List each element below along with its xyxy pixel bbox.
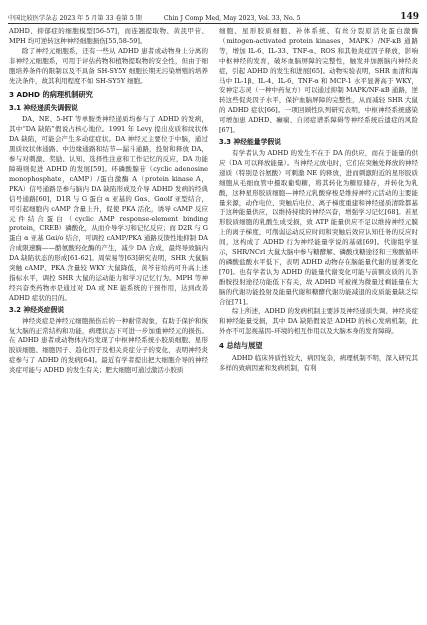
section-heading: 3 ADHD 的病理机制研究 bbox=[9, 90, 93, 100]
header-rule bbox=[8, 23, 419, 24]
page-number: 149 bbox=[400, 12, 419, 22]
journal-title-en: Chin J Comp Med, May 2023, Vol. 33, No. 5 bbox=[163, 14, 301, 22]
paragraph: 神经炎症是神经元细胞损伤后的一种耐常现象，有助于保护和恢复大脑的正常结构和功能，病理状态下可进一步加重神经元的损伤。在 ADHD 患者或动物体内均发现了中枢神经系统小胶质细胞、星形胶质细胞、细胞因子、趋化因子及相关炎症分子的变化，表明神经炎症参与了 ADHD 的发病[64]。最近有学者提出把大细胞介导的神经炎症可能与 ADHD 的发生有关；肥大细胞可通过激活小胶质 bbox=[9, 316, 208, 375]
right-column bbox=[219, 27, 418, 374]
paragraph: 综上所述，ADHD 的发病机制主要涉及神经递质失调、神经炎症和神经能量受损，其中 DA 缺陷假说是 ADHD 的核心发病机制，此外亦不可忽视基因–环境的相互作用以及大脑本身的发育障碍。 bbox=[219, 307, 418, 336]
paragraph: 除了神经元细胞系，还有一些从 ADHD 患者或动物身上分离的非神经元细胞系，可用于评估药物和植物提取物的安全性，但由于细胞培养条件的限制以及不具备 SH-SY5Y 细胞长期无污染增殖的培养先决条件，故其利用程度不如 SH-SY5Y 细胞。 bbox=[9, 46, 208, 85]
paragraph: DA、NE、5-HT 等单胺类神经递质均参与了 ADHD 的发病，其中“DA 缺陷”假说占核心地位。1991 年 Levy 提出皮质和纹状体 DA 缺陷，可能会产生多动症症状。DA 神经元主要位于中脑，通过黑质纹状体通路、中边缘通路和结节—漏斗通路，投射和释放 DA，参与对刺激、奖励、认知、选择性注意和工作记忆的反应，DA 功能障碍则促进 ADHD 的发展[59]。环磷酸腺苷（cyclic adenosine monophosphate，cAMP）/蛋白激酶 A（protein kinase A，PKA）信号通路是参与脑内 DA 缺陷形成及介导 ADHD 发病的经典信号通路[60]，D1R 与 G 蛋白 α 亚基的 Gαs、Gαolf 亚型结合，可引起细胞内 cAMP 含量上升，促使 PKA 活化，诱导 cAMP 反应元件结合蛋白（cyclic AMP response-element binding protein，CREB）磷酸化，从而介导学习和记忆反应；而 D2R 与 G 蛋白 α 亚基 Gαi/o 结合，可调控 cAMP/PKA 通路反馈性地抑制 DA 合成限速酶——酪氨酸羟化酶的产生，减少 DA 合成，最终导致脑内 DA 缺陷状态的形成[61-62]。周荣易等[63]研究表明，SHR 大鼠脑突触 cAMP、PKA 含量较 WKY 大鼠降低，黄芩苷给药可升高上述指标水平，调控 SHR 大鼠的运动能力和学习记忆行为。MPH 等神经兴奋类药物亦是通过对 DA 或 NE 能系统的干预作用，达到改善 ADHD 症状的目的。 bbox=[9, 115, 208, 302]
paragraph: 细胞、星形胶质细胞、补体系统、有丝分裂原活化蛋白激酶（mitogen-activated protein kinases，MAPK）/NF-κB 通路等，增加 IL-6、IL-33、TNF-α、ROS 和其他炎症因子释放，影响中枢神经的发育，破坏血脑屏障的完整性，触发并加剧脑内神经炎症，引起 ADHD 的发生和进展[65]。动物实验表明，SHR 血清和海马中 IL-1β、IL-4、IL-6、TNF-α 和 MCP-1 水平显著高于 WKY，安神定志灵（一种中药复方）可以通过抑制 MAPK/NF-κB 通路，逆转这些促炎因子水平，保护血脑屏障的完整性，从而减轻 SHR 大鼠的 ADHD 症状[66]。一项回顾性队列研究表明，中枢神经系统感染可增加患 ADHD、癫痫、自闭症谱系障碍等神经系统后遗症的风险[67]。 bbox=[219, 27, 418, 135]
paragraph: ADHD、抑郁症的细胞模型[56-57]，而连翘提取物、黄芪甲苷、MPH 均可逆转这种神经细胞损伤[55,58-59]。 bbox=[9, 27, 208, 45]
section-heading: 4 总结与展望 bbox=[219, 341, 263, 351]
journal-title-cn: 中国比较医学杂志 2023 年 5 月第 33 卷第 5 期 bbox=[8, 14, 142, 22]
left-column bbox=[9, 27, 208, 376]
subsection-heading: 3.2 神经炎症假说 bbox=[9, 305, 65, 314]
paragraph: ADHD 临床异质性较大，病因复杂，病理机制不明，深入研究其多样的致病因素和发病机制，有利 bbox=[219, 354, 418, 373]
subsection-heading: 3.3 神经能量学假说 bbox=[219, 137, 281, 146]
page-header bbox=[8, 8, 419, 22]
subsection-heading: 3.1 神经递质失调假说 bbox=[9, 104, 78, 113]
paragraph: 有学者认为 ADHD 的发生不在于 DA 的供应，而在于能量的供应（DA 可以释放能量）。当神经元放电时，它们在突触处释放的神经递质（特别是谷氨酸）可刺激 NE 的释放，进而刺激附近的星形胶质细胞从毛细血管中摄取葡萄糖，将其转化为糖原储存，并转化为乳酸，这种星形胶质细胞—神经元乳酸穿梭是维持神经元活动的主要能量来源，动作电位、突触后电位、离子梯度重建和神经递质清除都基于这种能量供应，以维持持续的神经兴奋，增强学习记忆[68]。若星形胶质细胞的乳酸生成受损，致 ATP 能量供应不足以维持神经元膜上的离子梯度，可削弱运动反应时间和突触后效应认知任务的反应时间，这构成了 ADHD 行为神经能量学说的基础[69]。代谢组学显示，SHR/NCrl 大鼠大脑中参与糖酵解、磷酸戊糖途径和三羧酸循环的磷酸盐酸水平低下，表明 ADHD 动物存在脑能量代谢的显著变化[70]。也有学者认为 ADHD 的能量代谢变化可能与前额皮质的儿茶酚胺投射途径功能低下有关，故 ADHD 可被视为微量过剩能量在大脑的代谢功能投射及能量代谢和糖酵代谢功能减退的皮质能量缺乏综合征[71]。 bbox=[219, 148, 418, 306]
